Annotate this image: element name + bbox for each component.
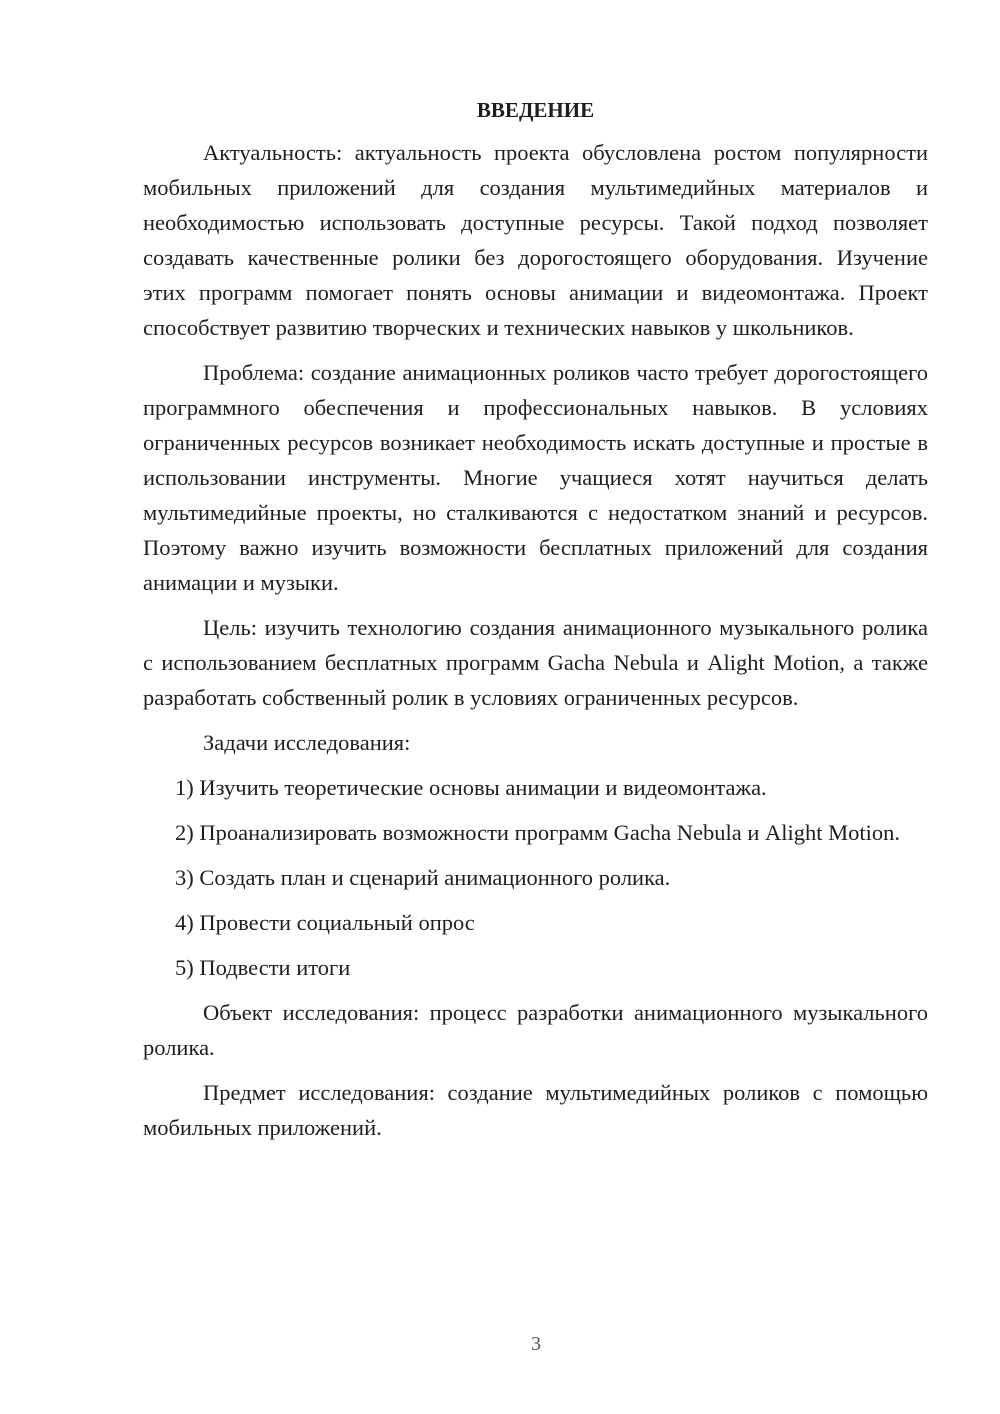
task-item: 2) Проанализировать возможности программ Gacha Nebula и Alight Motion.: [175, 820, 901, 845]
paragraph-object: Объект исследования: процесс разработки анимационного музыкального ролика.: [143, 1000, 928, 1060]
task-item: 5) Подвести итоги: [175, 955, 351, 980]
page-title: ВВЕДЕНИЕ: [476, 98, 595, 122]
tasks-title: Задачи исследования:: [203, 730, 411, 755]
paragraph-problem: Проблема: создание анимационных роликов часто требует дорогостоящего программного обеспечения и профессиональных навыков. В условиях ограниченных ресурсов возникает необходимость искать доступные и простые в использовании инструменты. Многие учащиеся хотят научиться делать мультимедийные проекты, но сталкиваются с недостатком знаний и ресурсов. Поэтому важно изучить возможности бесплатных приложений для создания анимации и музыки.: [143, 360, 928, 595]
task-item: 3) Создать план и сценарий анимационного ролика.: [175, 865, 671, 890]
paragraph-goal: Цель: изучить технологию создания анимационного музыкального ролика с использованием бесплатных программ Gacha Nebula и Alight Motion, а также разработать собственный ролик в условиях ограниченных ресурсов.: [143, 615, 928, 710]
page-number: 3: [531, 1333, 541, 1355]
paragraph-relevance: Актуальность: актуальность проекта обусловлена ростом популярности мобильных приложений для создания мультимедийных материалов и необходимостью использовать доступные ресурсы. Такой подход позволяет создавать качественные ролики без дорогостоящего оборудования. Изучение этих программ помогает понять основы анимации и видеомонтажа. Проект способствует развитию творческих и технических навыков у школьников.: [143, 140, 928, 340]
document-page: [143, 95, 928, 1155]
task-item: 4) Провести социальный опрос: [175, 910, 475, 935]
task-item: 1) Изучить теоретические основы анимации и видеомонтажа.: [175, 775, 767, 800]
paragraph-subject: Предмет исследования: создание мультимедийных роликов с помощью мобильных приложений.: [143, 1080, 928, 1140]
